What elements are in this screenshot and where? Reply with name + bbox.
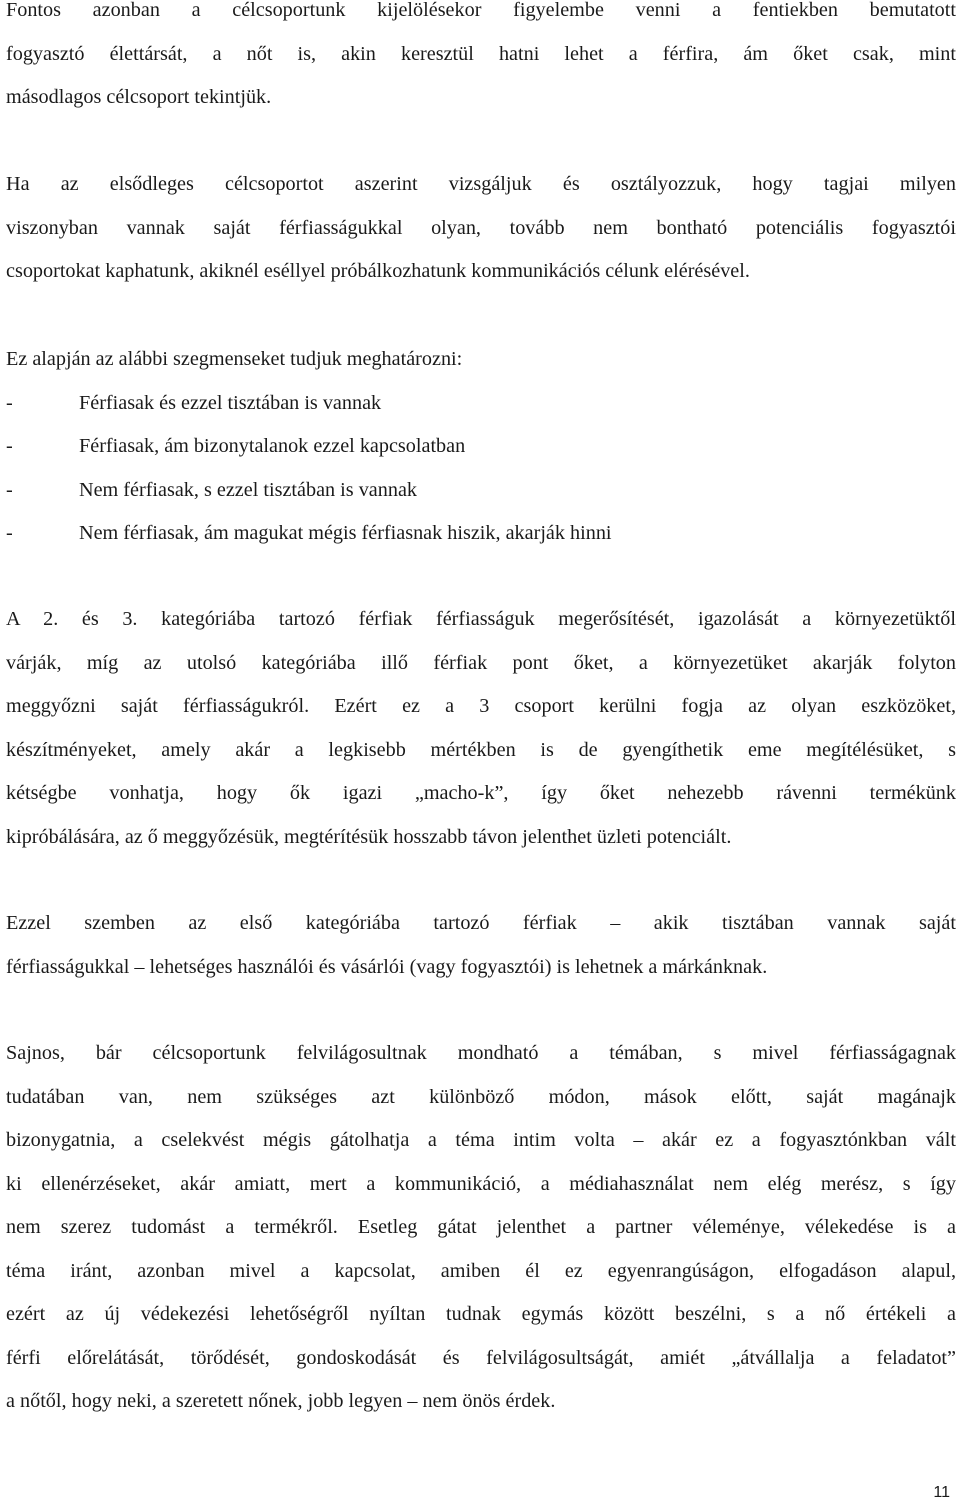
paragraph-line: Fontos azonban a célcsoportunk kijelölésekor figyelembe venni a fentiekben bemutatott: [6, 0, 956, 21]
paragraph-category-1: [6, 902, 956, 989]
segment-label: Nem férfiasak, ám magukat mégis férfiasnak hiszik, akarják hinni: [79, 522, 612, 544]
paragraph-line: férfiasságukkal – lehetséges használói és vásárlói (vagy fogyasztói) is lehetnek a márkánknak.: [6, 955, 768, 978]
segment-label: Férfiasak, ám bizonytalanok ezzel kapcsolatban: [79, 435, 466, 457]
paragraph-line: téma iránt, azonban mivel a kapcsolat, amiben él ez egyenrangúságon, elfogadáson alapul,: [6, 1259, 956, 1282]
paragraph-line: készítményeket, amely akár a legkisebb mértékben is de gyengíthetik eme megítélésüket, s: [6, 738, 956, 761]
paragraph-line: fogyasztó élettársát, a nőt is, akin keresztül hatni lehet a férfira, ám őket csak, mint: [6, 42, 956, 65]
paragraph-line: nem szerez tudomást a termékről. Esetleg gátat jelenthet a partner véleménye, vélekedése is a: [6, 1216, 956, 1238]
paragraph-target-partner: [6, 0, 956, 120]
list-dash: -: [6, 391, 13, 414]
paragraph-line: másodlagos célcsoport tekintjük.: [6, 86, 272, 108]
list-item: [6, 512, 956, 556]
paragraph-line: viszonyban vannak saját férfiasságukkal olyan, tovább nem bontható potenciális fogyasztói: [6, 216, 956, 239]
paragraph-line: meggyőzni saját férfiasságukról. Ezért ez a 3 csoport kerülni fogja az olyan eszközöket,: [6, 695, 956, 717]
list-dash: -: [6, 435, 13, 457]
list-dash: -: [6, 522, 13, 544]
paragraph-line: Sajnos, bár célcsoportunk felvilágosultnak mondható a témában, s mivel férfiasságagnak: [6, 1042, 956, 1064]
paragraph-line: férfi előrelátását, törődését, gondoskodását és felvilágosultságát, amiét „átvállalja a feladatot”: [6, 1346, 956, 1369]
paragraph-line: csoportokat kaphatunk, akiknél eséllyel próbálkozhatunk kommunikációs célunk elérésével.: [6, 260, 750, 282]
paragraph-line: tudatában van, nem szükséges azt különböző módon, mások előtt, saját magánajk: [6, 1085, 956, 1108]
paragraph-categories-2-3: [6, 598, 956, 859]
paragraph-primary-target: [6, 163, 956, 294]
segments-section: [6, 338, 956, 556]
paragraph-line: kétségbe vonhatja, hogy ők igazi „macho-k”, így őket nehezebb rávenni termékünk: [6, 782, 956, 804]
paragraph-line: kipróbálására, az ő meggyőzésük, megtérítésük hosszabb távon jelenthet üzleti potenciált.: [6, 825, 732, 848]
paragraph-line: bizonygatnia, a cselekvést mégis gátolhatja a téma intim volta – akár ez a fogyasztónkban vált: [6, 1129, 956, 1151]
segment-label: Férfiasak és ezzel tisztában is vannak: [79, 391, 382, 414]
paragraph-line: Ha az elsődleges célcsoportot aszerint vizsgáljuk és osztályozzuk, hogy tagjai milyen: [6, 173, 956, 195]
paragraph-line: ezért az új védekezési lehetőségről nyíltan tudnak egymás között beszélni, s a nő értékeli a: [6, 1303, 956, 1325]
list-dash: -: [6, 478, 13, 501]
paragraph-line: várják, míg az utolsó kategóriába illő férfiak pont őket, a környezetüket akarják folyton: [6, 651, 956, 674]
page-number: 11: [933, 1484, 950, 1501]
list-item: [6, 382, 956, 426]
list-item: [6, 425, 956, 469]
paragraph-line: ki ellenérzéseket, akár amiatt, mert a kommunikáció, a médiahasználat nem elég merész, s így: [6, 1172, 956, 1195]
paragraph-barriers: [6, 1032, 956, 1424]
paragraph-line: A 2. és 3. kategóriába tartozó férfiak férfiasságuk megerősítését, igazolását a környezetüktől: [6, 608, 956, 630]
segments-intro: Ez alapján az alábbi szegmenseket tudjuk meghatározni:: [6, 348, 463, 370]
paragraph-line: Ezzel szemben az első kategóriába tartozó férfiak – akik tisztában vannak saját: [6, 912, 956, 934]
list-item: [6, 469, 956, 513]
segment-label: Nem férfiasak, s ezzel tisztában is vannak: [79, 478, 417, 501]
paragraph-line: a nőtől, hogy neki, a szeretett nőnek, jobb legyen – nem önös érdek.: [6, 1390, 556, 1412]
